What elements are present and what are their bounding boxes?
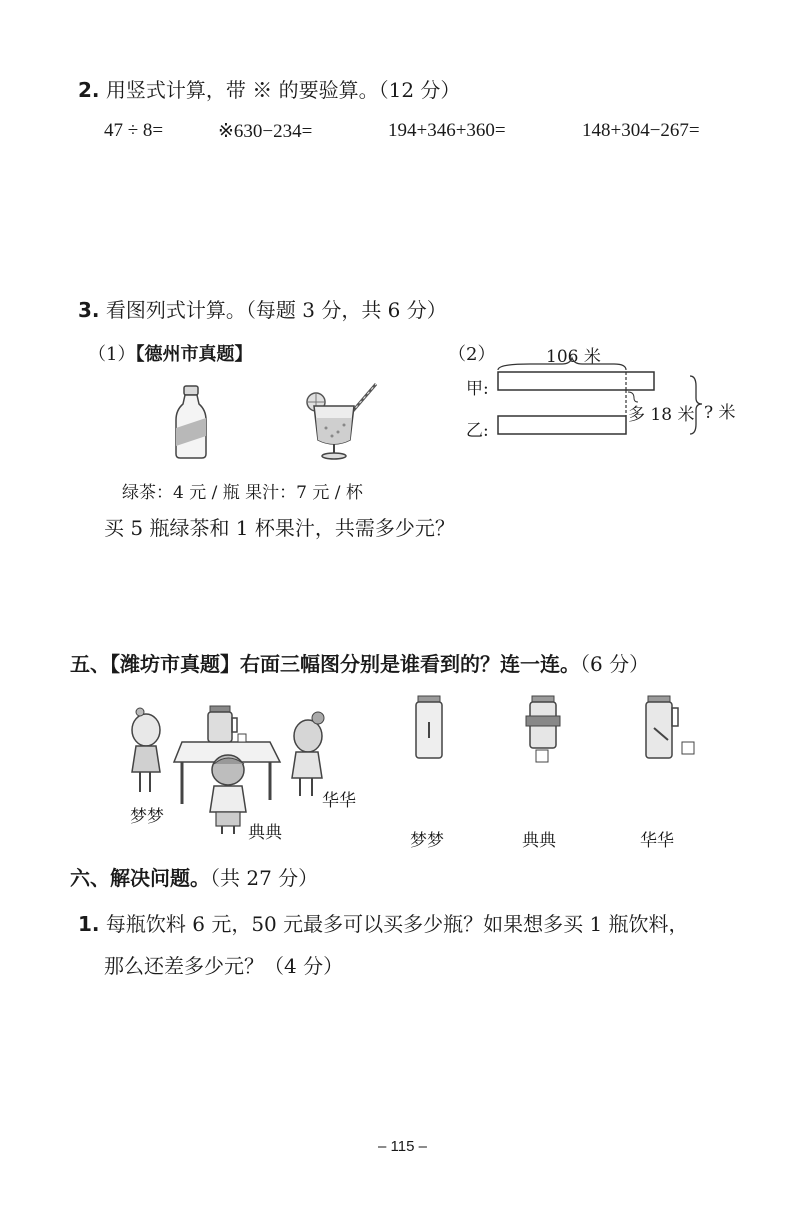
q3-part2-label: （2） bbox=[448, 344, 496, 365]
thermos-view-side-icon bbox=[520, 694, 570, 768]
thermos-view-right-icon bbox=[640, 694, 700, 764]
s6-text: 解决问题。 bbox=[110, 866, 210, 890]
q3-part1-label: （1） bbox=[88, 344, 136, 365]
s5-text: 右面三幅图分别是谁看到的？连一连。 bbox=[240, 652, 580, 676]
q3-total-label: ? 米 bbox=[704, 403, 736, 423]
s5-tag: 【潍坊市真题】 bbox=[110, 652, 240, 676]
q3-prices: 绿茶：4 元 / 瓶 果汁：7 元 / 杯 bbox=[122, 483, 363, 503]
q2-number: 2. bbox=[78, 78, 100, 102]
q3-text: 看图列式计算。（每题 3 分，共 6 分） bbox=[105, 298, 447, 322]
s6-q1-line1 bbox=[78, 908, 689, 937]
q3-row-b-label: 乙: bbox=[466, 421, 489, 441]
q3-row-a-label: 甲: bbox=[466, 379, 489, 399]
s6-q1-text-1: 每瓶饮料 6 元，50 元最多可以买多少瓶？如果想多买 1 瓶饮料， bbox=[105, 912, 689, 936]
q3-number: 3. bbox=[78, 298, 100, 322]
q2-expr-2: ※630−234= bbox=[218, 121, 313, 142]
s5-number: 五、 bbox=[70, 652, 110, 676]
thermos-view-front-icon bbox=[410, 694, 454, 764]
q2-expr-1: 47 ÷ 8= bbox=[104, 120, 164, 141]
page-number: – 115 – bbox=[378, 1138, 427, 1155]
view-name-mengmeng: 梦梦 bbox=[410, 831, 444, 851]
q3-diff-label: 多 18 米 bbox=[628, 405, 695, 425]
scene-name-mengmeng: 梦梦 bbox=[130, 807, 164, 827]
q2-heading bbox=[78, 74, 460, 103]
scene-name-diandian: 典典 bbox=[248, 823, 282, 843]
q2-expr-4: 148+304−267= bbox=[582, 120, 700, 141]
scene-name-huahua: 华华 bbox=[322, 791, 356, 811]
s6-heading bbox=[70, 862, 318, 891]
q2-expr-3: 194+346+360= bbox=[388, 120, 506, 141]
q3-part1-header bbox=[88, 340, 252, 366]
q3-heading bbox=[78, 294, 447, 323]
s6-q1-line2: 那么还差多少元？（4 分） bbox=[104, 954, 344, 978]
q2-text: 用竖式计算，带 ※ 的要验算。（12 分） bbox=[105, 78, 461, 102]
q3-length-top: 106 米 bbox=[546, 347, 601, 367]
juice-glass-icon bbox=[304, 380, 382, 464]
line-segment-diagram bbox=[490, 362, 710, 442]
q3-part1-tag: 【德州市真题】 bbox=[135, 344, 253, 365]
bottle-icon bbox=[168, 384, 216, 460]
s6-score: （共 27 分） bbox=[210, 866, 319, 890]
s5-score: （6 分） bbox=[580, 652, 650, 676]
view-name-huahua: 华华 bbox=[640, 831, 674, 851]
s5-heading bbox=[70, 648, 649, 677]
s6-q1-number: 1. bbox=[78, 912, 100, 936]
q3-question: 买 5 瓶绿茶和 1 杯果汁，共需多少元？ bbox=[104, 516, 455, 540]
view-name-diandian: 典典 bbox=[522, 831, 556, 851]
s6-number: 六、 bbox=[70, 866, 110, 890]
